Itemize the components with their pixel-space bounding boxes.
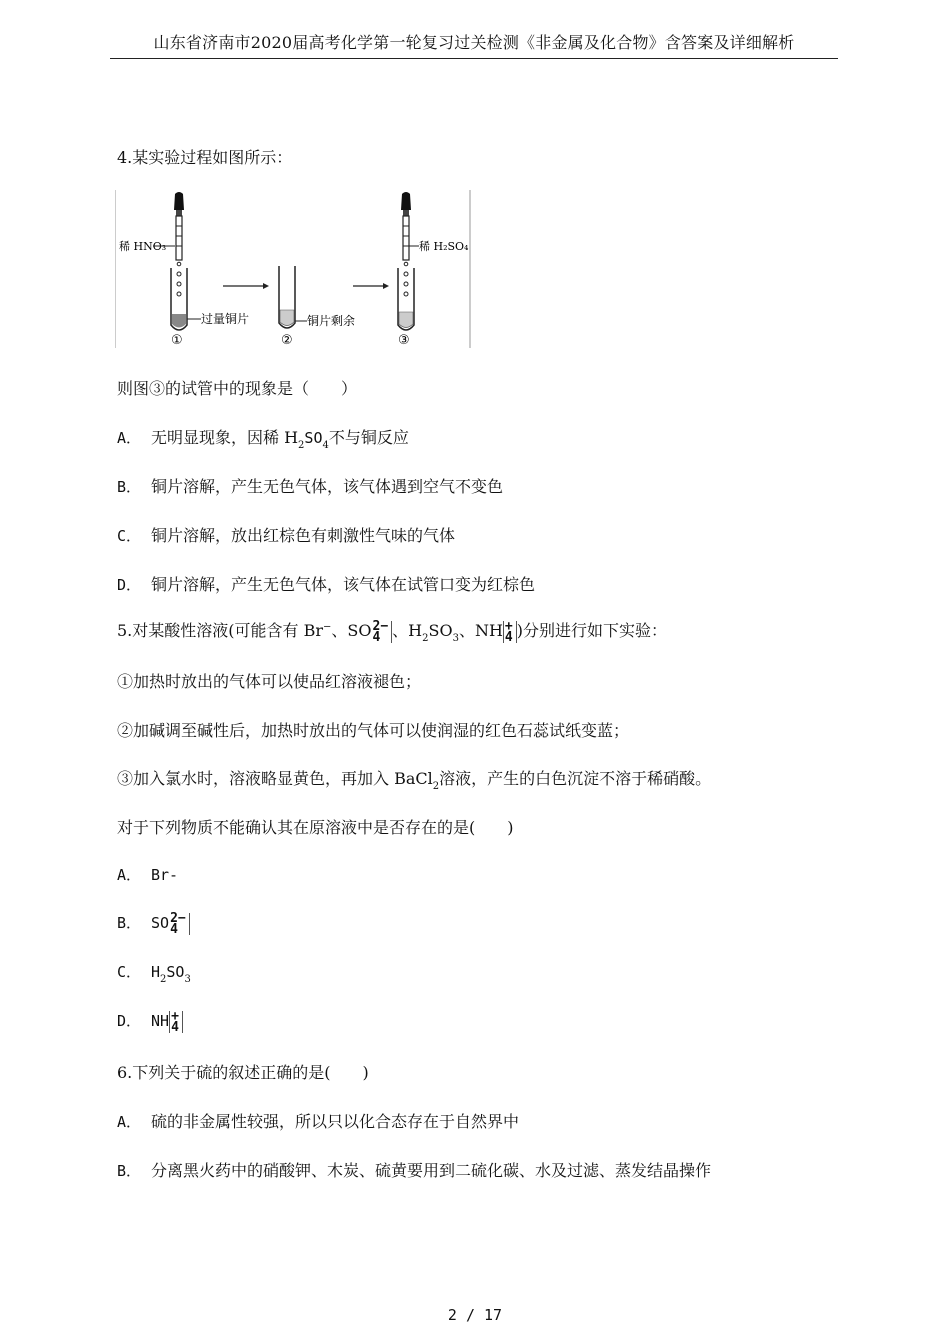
option-letter: A． (117, 1113, 142, 1131)
stem-text: 5.对某酸性溶液(可能含有 Br (117, 621, 324, 640)
charge-top: 2− (372, 618, 389, 634)
subscript: 2 (160, 974, 167, 985)
option-letter: B． (117, 478, 142, 496)
option-text: Br- (151, 866, 179, 884)
test-tube-2 (279, 266, 295, 328)
charge-bottom: 4 (171, 1019, 179, 1035)
stem-text: 、H (392, 621, 423, 640)
step-text: ③加入氯水时，溶液略显黄色，再加入 BaCl (117, 769, 433, 788)
stem-text: )分别进行如下实验： (516, 621, 667, 640)
page-header: 山东省济南市2020届高考化学第一轮复习过关检测《非金属及化合物》含答案及详细解析 (153, 33, 795, 52)
ammonium-charge (169, 1008, 183, 1035)
question-6-stem: 6.下列关于硫的叙述正确的是( ) (117, 1063, 369, 1082)
tube-label-2: ② (281, 333, 293, 348)
option-letter: B． (117, 1162, 142, 1180)
label-hno3: 稀 HNO₃ (119, 240, 167, 253)
q5-step-1: ①加热时放出的气体可以使品红溶液褪色； (117, 672, 422, 691)
option-text: 分离黑火药中的硝酸钾、木炭、硫黄要用到二硫化碳、水及过滤、蒸发结晶操作 (151, 1161, 712, 1180)
option-text: 铜片溶解，产生无色气体，该气体在试管口变为红棕色 (151, 575, 536, 594)
experiment-diagram (115, 190, 471, 348)
dropper-h2so4 (401, 192, 411, 266)
ammonium-charge (503, 618, 517, 645)
q4-option-c (117, 523, 455, 546)
option-text: NH (151, 1012, 170, 1030)
tube-label-3: ③ (398, 333, 410, 348)
option-letter: A． (117, 429, 142, 447)
option-letter: D． (117, 1012, 142, 1030)
charge-top: + (171, 1008, 179, 1024)
option-letter: C． (117, 527, 142, 545)
test-tube-3 (398, 268, 414, 330)
q4-option-d (117, 572, 535, 595)
test-tube-1 (171, 268, 187, 330)
question-5-prompt: 对于下列物质不能确认其在原溶液中是否存在的是( ) (117, 818, 514, 837)
q6-option-a (117, 1109, 519, 1132)
option-text: SO (151, 914, 170, 932)
option-text: 无明显现象，因稀 H (151, 428, 299, 447)
label-copper-remaining: 铜片剩余 (307, 314, 356, 328)
tube-label-1: ① (171, 333, 183, 348)
stem-text: 、SO (331, 621, 372, 640)
q4-option-b (117, 474, 503, 497)
option-letter: B． (117, 914, 142, 932)
label-excess-copper: 过量铜片 (201, 312, 250, 326)
page-number: 2 / 17 (447, 1306, 503, 1324)
formula-part: SO (166, 963, 185, 981)
sulfate-charge (169, 910, 190, 937)
subscript: 4 (322, 440, 329, 451)
charge-bottom: 4 (372, 629, 381, 645)
option-letter: A． (117, 866, 142, 884)
charge-bottom: 4 (504, 629, 513, 645)
stem-text: 、NH (458, 621, 503, 640)
stem-text: SO (428, 621, 453, 640)
step-text: 溶液，产生的白色沉淀不溶于稀硝酸。 (439, 769, 712, 788)
subscript: 2 (298, 440, 305, 451)
subscript: 2 (422, 633, 429, 644)
formula-part: SO (304, 429, 323, 447)
subscript: 2 (432, 781, 440, 792)
sulfate-charge (372, 618, 393, 645)
dropper-hno3 (174, 192, 184, 266)
option-text: 不与铜反应 (328, 428, 409, 447)
option-letter: C． (117, 963, 142, 981)
charge: − (323, 621, 332, 633)
question-4-stem: 4.某实验过程如图所示： (117, 148, 293, 167)
option-text: 铜片溶解，产生无色气体，该气体遇到空气不变色 (151, 477, 504, 496)
q5-option-b (117, 912, 190, 935)
q5-option-d (117, 1010, 183, 1033)
q4-option-a (117, 425, 409, 451)
option-text: 硫的非金属性较强，所以只以化合态存在于自然界中 (151, 1112, 520, 1131)
q5-option-c (117, 961, 191, 985)
q5-step-2: ②加碱调至碱性后，加热时放出的气体可以使润湿的红色石蕊试纸变蓝； (117, 721, 630, 740)
experiment-figure (115, 190, 471, 348)
question-5-stem (117, 618, 667, 644)
label-h2so4: 稀 H₂SO₄ (419, 240, 469, 253)
question-4-prompt: 则图③的试管中的现象是（ ） (117, 379, 358, 398)
formula-part: H (151, 963, 161, 981)
charge-top: 2− (170, 910, 186, 926)
charge-top: + (504, 618, 513, 634)
subscript: 3 (184, 974, 191, 985)
subscript: 3 (452, 633, 459, 644)
charge-bottom: 4 (170, 921, 178, 937)
q5-step-3 (117, 766, 711, 792)
option-letter: D． (117, 576, 142, 594)
q6-option-b (117, 1158, 711, 1181)
header-rule (110, 58, 838, 59)
q5-option-a (117, 864, 178, 885)
option-text: 铜片溶解，放出红棕色有刺激性气味的气体 (151, 526, 456, 545)
